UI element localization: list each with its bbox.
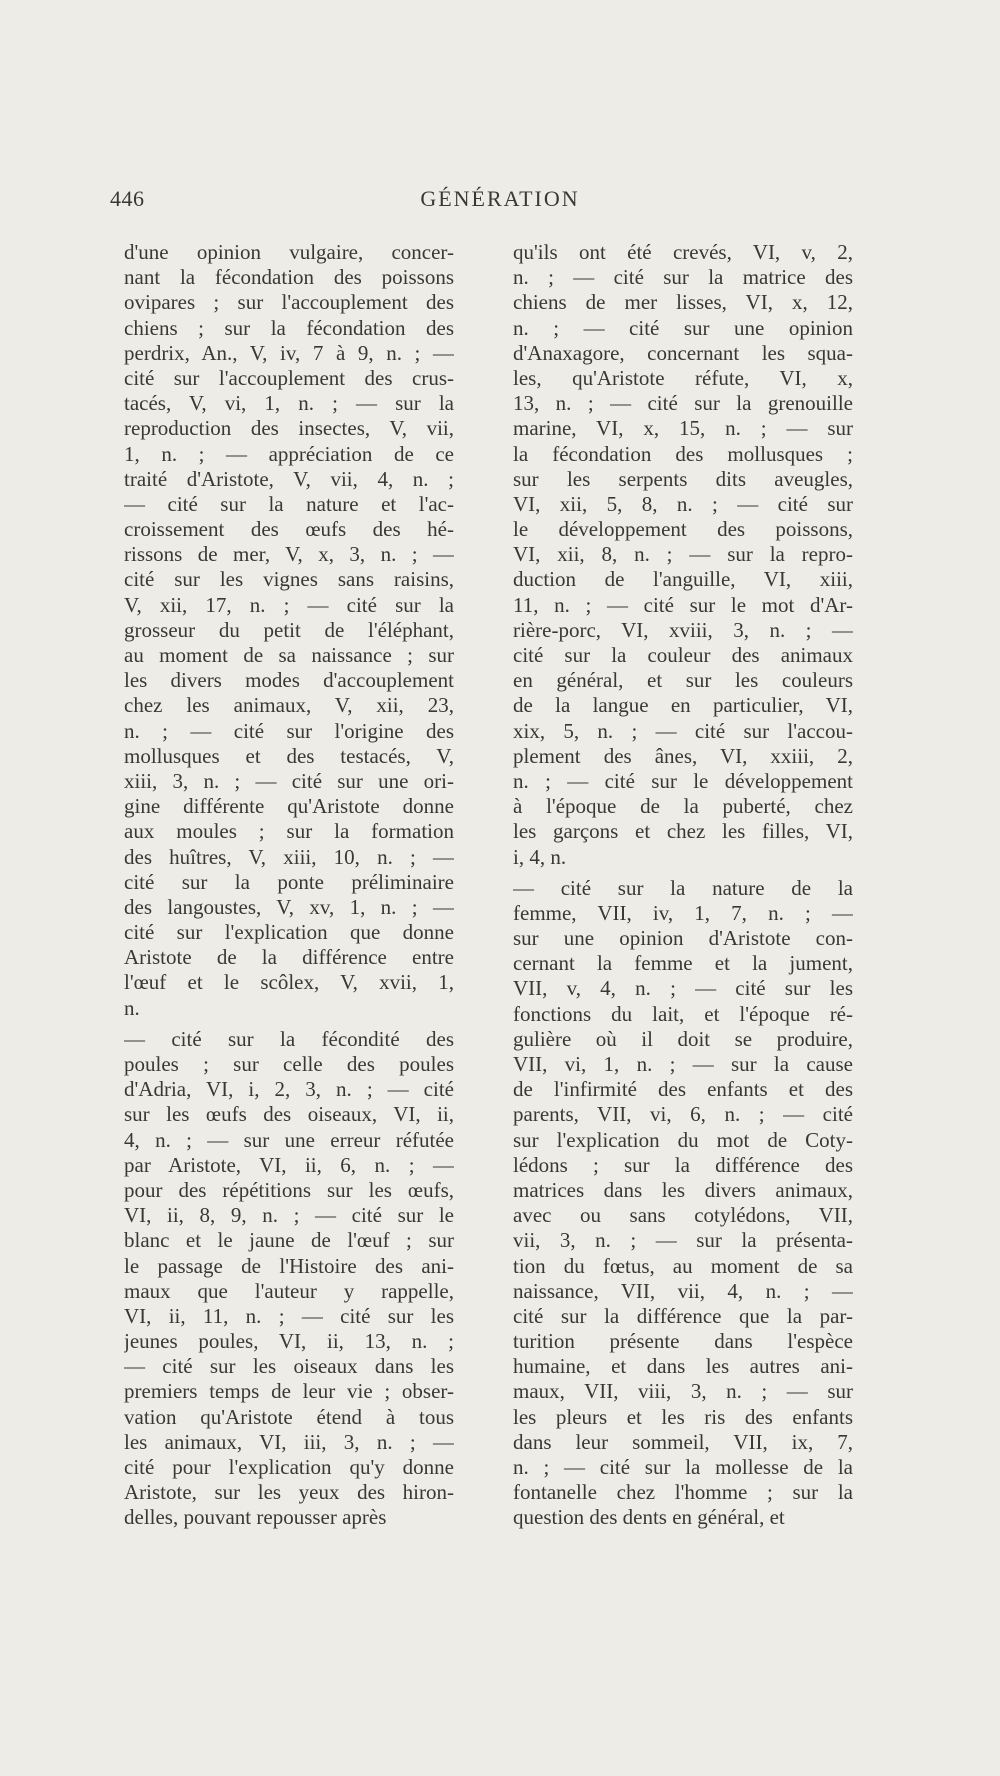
- index-line: vii, 3, n. ; — sur la présenta-: [513, 1228, 853, 1253]
- index-line: n. ; — cité sur l'origine des: [124, 718, 454, 743]
- index-line: premiers temps de leur vie ; obser-: [124, 1379, 454, 1404]
- index-line: 13, n. ; — cité sur la grenouille: [513, 391, 853, 416]
- index-line: turition présente dans l'espèce: [513, 1329, 853, 1354]
- index-line: à l'époque de la puberté, chez: [513, 794, 853, 819]
- index-line: n.: [124, 995, 140, 1020]
- index-line: sur les serpents dits aveugles,: [513, 466, 853, 491]
- index-line: VI, xii, 8, n. ; — sur la repro-: [513, 542, 853, 567]
- index-line: rière-porc, VI, xviii, 3, n. ; —: [513, 617, 853, 642]
- index-line: des huîtres, V, xiii, 10, n. ; —: [124, 844, 454, 869]
- index-line: cité pour l'explication qu'y donne: [124, 1455, 454, 1479]
- index-line: marine, VI, x, 15, n. ; — sur: [513, 416, 853, 441]
- index-line: xix, 5, n. ; — cité sur l'accou-: [513, 718, 853, 743]
- index-line: n. ; — cité sur la mollesse de la: [513, 1455, 853, 1479]
- index-line: chiens ; sur la fécondation des: [124, 315, 454, 340]
- index-line: gulière où il doit se produire,: [513, 1026, 853, 1051]
- index-line: d'Anaxagore, concernant les squa-: [513, 340, 853, 365]
- index-line: Aristote de la différence entre: [124, 945, 454, 970]
- index-line: perdrix, An., V, iv, 7 à 9, n. ; —: [124, 340, 454, 365]
- index-line: de l'infirmité des enfants et des: [513, 1077, 853, 1102]
- index-line: — cité sur la nature de la: [513, 875, 853, 900]
- index-line: tacés, V, vi, 1, n. ; — sur la: [124, 391, 454, 416]
- index-line: en général, et sur les couleurs: [513, 668, 853, 693]
- index-line: delles, pouvant repousser après: [124, 1505, 387, 1530]
- index-line: sur une opinion d'Aristote con-: [513, 926, 853, 951]
- index-line: d'une opinion vulgaire, concer-: [124, 240, 454, 264]
- index-line: les animaux, VI, iii, 3, n. ; —: [124, 1429, 454, 1454]
- index-line: des langoustes, V, xv, 1, n. ; —: [124, 894, 454, 919]
- index-line: n. ; — cité sur le développement: [513, 768, 853, 793]
- index-line: qu'ils ont été crevés, VI, v, 2,: [513, 240, 853, 264]
- index-line: VI, xii, 5, 8, n. ; — cité sur: [513, 491, 853, 516]
- index-line: cité sur la couleur des animaux: [513, 643, 853, 667]
- index-line: cité sur l'explication que donne: [124, 920, 454, 945]
- index-line: femme, VII, iv, 1, 7, n. ; —: [513, 900, 853, 925]
- index-line: aux moules ; sur la formation: [124, 819, 454, 844]
- index-line: VI, ii, 8, 9, n. ; — cité sur le: [124, 1203, 454, 1228]
- index-line: question des dents en général, et: [513, 1505, 785, 1530]
- index-line: tion du fœtus, au moment de sa: [513, 1253, 853, 1278]
- index-line: gine différente qu'Aristote donne: [124, 794, 454, 819]
- index-line: croissement des œufs des hé-: [124, 517, 454, 542]
- index-line: fonctions du lait, et l'époque ré-: [513, 1001, 853, 1026]
- index-line: au moment de sa naissance ; sur: [124, 643, 454, 667]
- index-line: — cité sur la nature et l'ac-: [124, 491, 454, 516]
- running-head: GÉNÉRATION: [420, 186, 580, 211]
- index-line: parents, VII, vi, 6, n. ; — cité: [513, 1102, 853, 1127]
- index-line: matrices dans les divers animaux,: [513, 1177, 853, 1202]
- index-line: sur les œufs des oiseaux, VI, ii,: [124, 1102, 454, 1127]
- index-line: plement des ânes, VI, xxiii, 2,: [513, 743, 853, 768]
- index-line: — cité sur les oiseaux dans les: [124, 1354, 454, 1379]
- index-line: chez les animaux, V, xii, 23,: [124, 693, 454, 718]
- index-line: fontanelle chez l'homme ; sur la: [513, 1480, 853, 1505]
- index-line: cité sur les vignes sans raisins,: [124, 567, 454, 592]
- index-line: mollusques et des testacés, V,: [124, 743, 454, 768]
- index-line: duction de l'anguille, VI, xiii,: [513, 567, 853, 592]
- index-line: naissance, VII, vii, 4, n. ; —: [513, 1278, 853, 1303]
- index-line: VII, vi, 1, n. ; — sur la cause: [513, 1052, 853, 1076]
- index-line: maux que l'auteur y rappelle,: [124, 1278, 454, 1303]
- index-line: par Aristote, VI, ii, 6, n. ; —: [124, 1152, 454, 1177]
- index-line: les pleurs et les ris des enfants: [513, 1404, 853, 1429]
- index-line: VI, ii, 11, n. ; — cité sur les: [124, 1303, 454, 1328]
- index-line: le passage de l'Histoire des ani-: [124, 1253, 454, 1278]
- index-line: le développement des poissons,: [513, 517, 853, 542]
- index-line: 11, n. ; — cité sur le mot d'Ar-: [513, 592, 853, 617]
- index-line: la fécondation des mollusques ;: [513, 441, 853, 466]
- index-line: les, qu'Aristote réfute, VI, x,: [513, 365, 853, 390]
- index-line: 1, n. ; — appréciation de ce: [124, 441, 454, 466]
- page-number: 446: [110, 186, 145, 211]
- index-line: vation qu'Aristote étend à tous: [124, 1404, 454, 1429]
- index-line: cité sur la différence que la par-: [513, 1303, 853, 1328]
- index-line: blanc et le jaune de l'œuf ; sur: [124, 1228, 454, 1253]
- index-line: 4, n. ; — sur une erreur réfutée: [124, 1127, 454, 1152]
- index-line: les garçons et chez les filles, VI,: [513, 819, 853, 844]
- left-column: [124, 240, 454, 1531]
- index-line: VII, v, 4, n. ; — cité sur les: [513, 976, 853, 1001]
- index-line: maux, VII, viii, 3, n. ; — sur: [513, 1379, 853, 1404]
- index-line: l'œuf et le scôlex, V, xvii, 1,: [124, 970, 454, 995]
- index-line: dans leur sommeil, VII, ix, 7,: [513, 1429, 853, 1454]
- index-line: chiens de mer lisses, VI, x, 12,: [513, 290, 853, 315]
- index-line: reproduction des insectes, V, vii,: [124, 416, 454, 441]
- index-line: de la langue en particulier, VI,: [513, 693, 853, 718]
- index-line: cité sur la ponte préliminaire: [124, 869, 454, 894]
- index-line: — cité sur la fécondité des: [124, 1026, 454, 1051]
- index-line: lédons ; sur la différence des: [513, 1152, 853, 1177]
- right-column: [513, 240, 853, 1531]
- index-line: sur l'explication du mot de Coty-: [513, 1127, 853, 1152]
- index-line: Aristote, sur les yeux des hiron-: [124, 1480, 454, 1505]
- index-line: V, xii, 17, n. ; — cité sur la: [124, 592, 454, 617]
- index-line: d'Adria, VI, i, 2, 3, n. ; — cité: [124, 1077, 454, 1102]
- index-line: cernant la femme et la jument,: [513, 951, 853, 976]
- index-line: pour des répétitions sur les œufs,: [124, 1177, 454, 1202]
- index-line: traité d'Aristote, V, vii, 4, n. ;: [124, 466, 454, 491]
- index-line: les divers modes d'accouplement: [124, 668, 454, 693]
- index-line: avec ou sans cotylédons, VII,: [513, 1203, 853, 1228]
- index-line: ovipares ; sur l'accouplement des: [124, 290, 454, 315]
- index-line: cité sur l'accouplement des crus-: [124, 365, 454, 390]
- index-line: humaine, et dans les autres ani-: [513, 1354, 853, 1379]
- index-line: jeunes poules, VI, ii, 13, n. ;: [124, 1329, 454, 1354]
- index-line: i, 4, n.: [513, 844, 567, 869]
- index-line: grosseur du petit de l'éléphant,: [124, 617, 454, 642]
- index-line: poules ; sur celle des poules: [124, 1052, 454, 1076]
- index-line: rissons de mer, V, x, 3, n. ; —: [124, 542, 454, 567]
- index-line: xiii, 3, n. ; — cité sur une ori-: [124, 768, 454, 793]
- index-line: n. ; — cité sur une opinion: [513, 315, 853, 340]
- index-line: nant la fécondation des poissons: [124, 265, 454, 290]
- index-line: n. ; — cité sur la matrice des: [513, 265, 853, 290]
